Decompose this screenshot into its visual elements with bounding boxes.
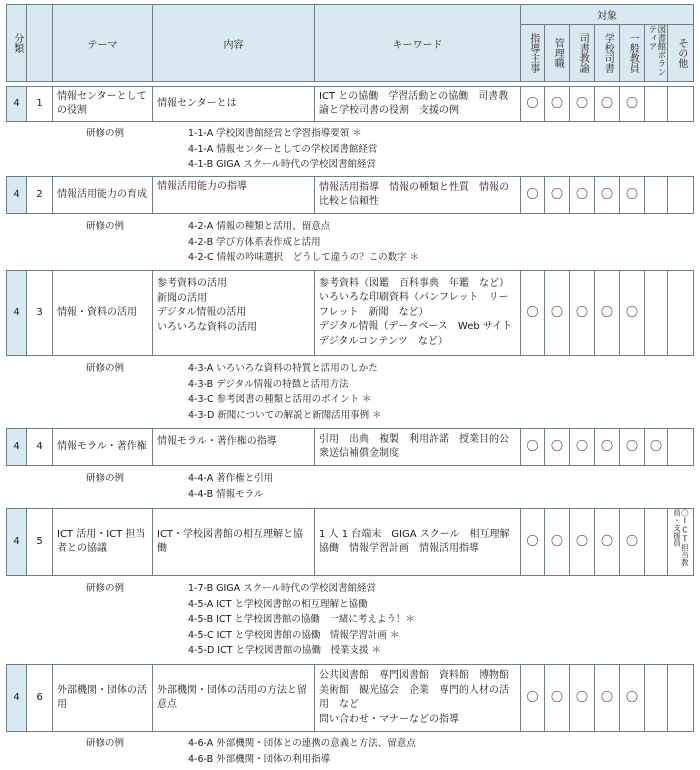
row-theme — [53, 271, 153, 355]
row-category: 4 — [7, 271, 27, 355]
target-col-3 — [570, 25, 595, 81]
header-target-label: 対象 — [597, 11, 617, 22]
row-content-text: 参考資料の活用 新聞の活用 デジタル情報の活用 いろいろな資料の活用 — [157, 278, 257, 333]
target-mark: 〇 — [595, 509, 620, 575]
row-content — [153, 665, 315, 731]
example-item: 4-6-A 外部機関・団体との連携の意義と方法、留意点 — [188, 738, 416, 749]
row-content-text: ICT・学校図書館の相互理解と協働 — [157, 528, 304, 554]
target-label: その他 — [675, 38, 687, 68]
header-keyword — [315, 5, 521, 81]
row-theme — [53, 177, 153, 213]
example-label: 研修の例 — [86, 583, 125, 594]
example-item: 4-5-C ICT と学校図書館の協働 情報学習計画 ＊ — [188, 629, 400, 641]
row-theme-text: 情報モラル・著作権 — [57, 440, 147, 452]
row-keyword — [315, 177, 521, 213]
target-other-note — [668, 509, 693, 575]
example-item: 1-7-B GIGA スクール時代の学校図書館経営 — [188, 583, 376, 594]
example-list — [188, 471, 273, 502]
header-target — [521, 5, 693, 25]
header-content — [153, 5, 315, 81]
table-row — [6, 86, 694, 122]
target-mark — [668, 429, 693, 465]
example-item: 4-5-B ICT と学校図書館の協働 一緒に考えよう！＊ — [188, 614, 415, 626]
table-row — [6, 664, 694, 732]
target-mark: 〇 — [521, 271, 545, 355]
row-category: 4 — [7, 429, 27, 465]
example-item: 4-3-C 参考図書の種類と活用のポイント ＊ — [188, 394, 372, 406]
other-note-text: 〇ICT担当教員・支援員 — [672, 509, 690, 566]
target-mark: 〇 — [545, 177, 570, 213]
example-list — [188, 361, 382, 423]
target-col-2 — [545, 25, 570, 81]
target-mark: 〇 — [570, 271, 595, 355]
header-bunrui-label: 分類 — [11, 33, 23, 53]
row-keyword — [315, 87, 521, 121]
row-keyword — [315, 271, 521, 355]
row-theme-text: 情報センターとしての役割 — [57, 90, 147, 116]
target-mark: 〇 — [570, 87, 595, 121]
example-item: 4-4-A 著作権と引用 — [188, 473, 274, 484]
header-bunrui — [7, 5, 27, 81]
target-mark: 〇 — [595, 177, 620, 213]
example-list — [188, 736, 416, 767]
target-mark — [668, 87, 693, 121]
target-mark: 〇 — [545, 429, 570, 465]
example-item: 4-3-D 新聞についての解説と新聞活用事例 ＊ — [188, 409, 382, 421]
example-item: 4-5-D ICT と学校図書館の協働 授業支援 ＊ — [188, 645, 382, 657]
target-mark: 〇 — [595, 429, 620, 465]
row-number: 2 — [27, 177, 53, 213]
example-item: 4-3-B デジタル情報の特徴と活用方法 — [188, 378, 349, 390]
example-list — [188, 219, 419, 266]
header-number — [27, 5, 53, 81]
target-mark — [668, 665, 693, 731]
target-col-6 — [645, 25, 668, 81]
target-mark — [645, 271, 668, 355]
target-mark: 〇 — [620, 429, 645, 465]
row-keyword-text: 公共図書館 専門図書館 資料館 博物館美術館 観光協会 企業 専門的人材の活用 など 問い合わせ・マナーなどの指導 — [319, 670, 509, 725]
row-keyword-text: 参考資料（図鑑 百科事典 年鑑 など）いろいろな印刷資料（パンフレット リーフレット 新聞 など） デジタル情報（データベース Web サイト デジタルコンテンツ など） — [319, 277, 513, 347]
target-label: 司書教諭 — [577, 33, 589, 73]
target-mark: 〇 — [570, 429, 595, 465]
row-content — [153, 177, 315, 213]
row-number: 5 — [27, 509, 53, 575]
target-mark: 〇 — [570, 509, 595, 575]
target-mark: 〇 — [521, 87, 545, 121]
table-header — [6, 4, 694, 82]
target-mark — [668, 271, 693, 355]
example-label: 研修の例 — [86, 363, 125, 374]
row-number: 1 — [27, 87, 53, 121]
example-list — [188, 581, 415, 659]
example-label: 研修の例 — [86, 221, 125, 232]
row-keyword-text: 情報活用指導 情報の種類と性質 情報の比較と信頼性 — [319, 181, 509, 207]
row-keyword-text: 1 人 1 台端末 GIGA スクール 相互理解 協働 情報学習計画 情報活用指導 — [319, 528, 520, 554]
target-mark: 〇 — [521, 429, 545, 465]
target-col-1 — [521, 25, 545, 81]
example-item: 4-2-B 学び方体系表作成と活用 — [188, 236, 321, 248]
row-theme-text: 外部機関・団体の活用 — [57, 684, 147, 710]
row-theme-text: 情報・資料の活用 — [57, 306, 137, 318]
header-target-group — [521, 5, 693, 81]
target-mark — [645, 665, 668, 731]
row-content — [153, 509, 315, 575]
target-mark: 〇 — [620, 177, 645, 213]
target-mark: 〇 — [521, 665, 545, 731]
header-keyword-label: キーワード — [392, 39, 443, 51]
target-mark: 〇 — [545, 271, 570, 355]
target-label: 図書館ボランティア — [647, 25, 666, 76]
target-mark: 〇 — [595, 87, 620, 121]
row-content — [153, 87, 315, 121]
row-category: 4 — [7, 509, 27, 575]
row-category: 4 — [7, 665, 27, 731]
row-number: 3 — [27, 271, 53, 355]
target-mark: 〇 — [645, 429, 668, 465]
example-label: 研修の例 — [86, 473, 125, 484]
target-mark: 〇 — [620, 509, 645, 575]
target-mark: 〇 — [570, 177, 595, 213]
target-label: 一般教員 — [627, 33, 639, 73]
row-theme-text: 情報活用能力の育成 — [57, 188, 147, 200]
row-content-text: 情報活用能力の指導 — [157, 181, 247, 192]
target-mark: 〇 — [620, 665, 645, 731]
example-item: 4-1-A 情報センターとしての学校図書館経営 — [188, 143, 378, 155]
target-mark: 〇 — [570, 665, 595, 731]
row-keyword — [315, 429, 521, 465]
example-item: 1-1-A 学校図書館経営と学習指導要領 ＊ — [188, 128, 362, 139]
row-category: 4 — [7, 87, 27, 121]
row-keyword — [315, 509, 521, 575]
row-content-text: 情報モラル・著作権の指導 — [157, 436, 277, 447]
target-mark — [645, 177, 668, 213]
row-theme — [53, 429, 153, 465]
table-row — [6, 270, 694, 356]
target-mark: 〇 — [521, 509, 545, 575]
target-label: 学校司書 — [602, 33, 614, 73]
row-category: 4 — [7, 177, 27, 213]
row-theme-text: ICT 活用・ICT 担当者との協議 — [57, 528, 146, 554]
target-mark — [645, 509, 668, 575]
example-item: 4-5-A ICT と学校図書館の相互理解と協働 — [188, 598, 368, 610]
row-content — [153, 271, 315, 355]
example-item: 4-6-B 外部機関・団体の利用指導 — [188, 753, 331, 765]
header-theme-label: テーマ — [87, 39, 118, 51]
row-number: 4 — [27, 429, 53, 465]
row-keyword — [315, 665, 521, 731]
example-item: 4-4-B 情報モラル — [188, 488, 264, 500]
example-list — [188, 126, 377, 173]
row-theme — [53, 87, 153, 121]
target-mark: 〇 — [521, 177, 545, 213]
table-row — [6, 508, 694, 576]
row-content — [153, 429, 315, 465]
example-item: 4-2-A 情報の種類と活用、留意点 — [188, 221, 331, 232]
target-col-5 — [620, 25, 645, 81]
target-mark: 〇 — [545, 87, 570, 121]
row-theme — [53, 509, 153, 575]
target-col-7 — [668, 25, 693, 81]
example-label: 研修の例 — [86, 128, 125, 139]
row-keyword-text: 引用 出典 複製 利用許諾 授業目的公衆送信補償金制度 — [319, 433, 509, 459]
example-item: 4-2-C 情報の吟味選択 どうして違うの？この数字 ＊ — [188, 252, 420, 264]
example-label: 研修の例 — [86, 738, 125, 749]
example-item: 4-1-B GIGA スクール時代の学校図書館経営 — [188, 159, 376, 171]
target-mark — [645, 87, 668, 121]
target-mark: 〇 — [595, 271, 620, 355]
target-mark: 〇 — [620, 271, 645, 355]
row-content-text: 情報センターとは — [157, 97, 237, 109]
table-row — [6, 428, 694, 466]
target-label: 指導主事 — [527, 33, 539, 73]
target-mark: 〇 — [545, 509, 570, 575]
target-mark: 〇 — [595, 665, 620, 731]
target-mark: 〇 — [545, 665, 570, 731]
target-mark: 〇 — [620, 87, 645, 121]
header-content-label: 内容 — [223, 39, 244, 51]
row-number: 6 — [27, 665, 53, 731]
target-label: 管理職 — [552, 38, 564, 68]
row-content-text: 外部機関・団体の活用の方法と留意点 — [157, 684, 307, 710]
row-theme — [53, 665, 153, 731]
target-mark — [668, 177, 693, 213]
row-keyword-text: ICT との協働 学習活動との協働 司書教諭と学校司書の役割 支援の例 — [319, 90, 509, 116]
target-col-4 — [595, 25, 620, 81]
table-row — [6, 176, 694, 214]
header-theme — [53, 5, 153, 81]
example-item: 4-3-A いろいろな資料の特質と活用のしかた — [188, 363, 378, 374]
